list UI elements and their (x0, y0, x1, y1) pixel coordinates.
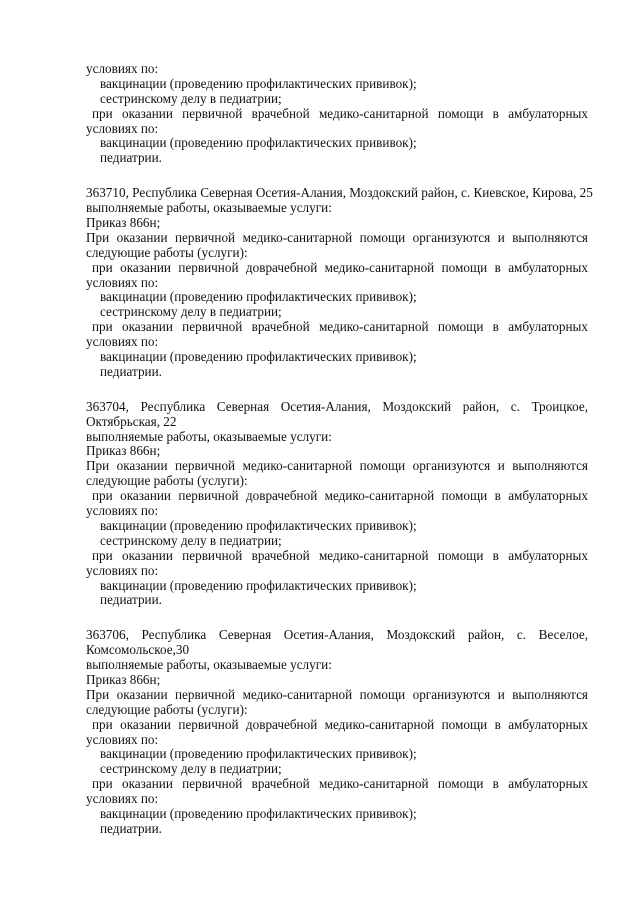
text-line: следующие работы (услуги): (86, 244, 248, 260)
text-line: При оказании первичной медико-санитарной помощи организуются и выполняются (86, 229, 588, 245)
address-section (86, 400, 588, 608)
text-line: сестринскому делу в педиатрии; (100, 90, 282, 106)
text-line: сестринскому делу в педиатрии; (100, 304, 282, 320)
text-line: педиатрии. (100, 363, 162, 379)
text-line: при оказании первичной доврачебной медико-санитарной помощи в амбулаторных (92, 259, 588, 275)
section-gap (86, 166, 588, 186)
text-line: Комсомольское,30 (86, 642, 190, 658)
text-line: сестринскому делу в педиатрии; (100, 532, 282, 548)
text-line: следующие работы (услуги): (86, 701, 248, 717)
section-gap (86, 380, 588, 400)
text-line: при оказании первичной доврачебной медико-санитарной помощи в амбулаторных (92, 488, 588, 504)
address-section (86, 628, 588, 836)
text-line: вакцинации (проведению профилактических прививок); (100, 135, 417, 151)
text-line: вакцинации (проведению профилактических прививок); (100, 289, 417, 305)
text-line: выполняемые работы, оказываемые услуги: (86, 657, 332, 673)
section-gap (86, 608, 588, 628)
text-line: педиатрии. (100, 592, 162, 608)
document-body (86, 61, 593, 837)
text-line: выполняемые работы, оказываемые услуги: (86, 428, 332, 444)
text-line: условиях по: (86, 562, 159, 578)
text-line: вакцинации (проведению профилактических прививок); (100, 577, 417, 593)
text-line: условиях по: (86, 120, 159, 136)
text-line: 363704, Республика Северная Осетия-Алания, Моздокский район, с. Троицкое, (86, 398, 588, 414)
text-line: Приказ 866н; (86, 671, 161, 687)
text-line: педиатрии. (100, 820, 162, 836)
text-line: условиях по: (86, 61, 159, 76)
text-line: 363706, Республика Северная Осетия-Алания, Моздокский район, с. Веселое, (86, 627, 588, 643)
address-section (86, 185, 593, 380)
text-line: вакцинации (проведению профилактических прививок); (100, 75, 417, 91)
text-line: вакцинации (проведению профилактических прививок); (100, 517, 417, 533)
text-line: 363710, Республика Северная Осетия-Алания, Моздокский район, с. Киевское, Кирова, 25 (86, 185, 593, 201)
text-line: сестринскому делу в педиатрии; (100, 761, 282, 777)
text-line: вакцинации (проведению профилактических прививок); (100, 805, 417, 821)
text-line: Октябрьская, 22 (86, 413, 177, 429)
text-line: при оказании первичной врачебной медико-санитарной помощи в амбулаторных (92, 105, 588, 121)
text-line: условиях по: (86, 334, 159, 350)
text-line: условиях по: (86, 503, 159, 519)
text-line: условиях по: (86, 731, 159, 747)
text-line: вакцинации (проведению профилактических прививок); (100, 746, 417, 762)
text-line: условиях по: (86, 274, 159, 290)
text-line: выполняемые работы, оказываемые услуги: (86, 200, 332, 216)
text-line: следующие работы (услуги): (86, 473, 248, 489)
text-line: Приказ 866н; (86, 443, 161, 459)
text-line: при оказании первичной врачебной медико-санитарной помощи в амбулаторных (92, 319, 588, 335)
text-line: при оказании первичной врачебной медико-санитарной помощи в амбулаторных (92, 547, 588, 563)
address-section (86, 62, 588, 166)
text-line: при оказании первичной врачебной медико-санитарной помощи в амбулаторных (92, 776, 588, 792)
text-line: условиях по: (86, 791, 159, 807)
text-line: При оказании первичной медико-санитарной помощи организуются и выполняются (86, 686, 588, 702)
text-line: Приказ 866н; (86, 215, 161, 231)
text-line: вакцинации (проведению профилактических прививок); (100, 349, 417, 365)
text-line: при оказании первичной доврачебной медико-санитарной помощи в амбулаторных (92, 716, 588, 732)
text-line: При оказании первичной медико-санитарной помощи организуются и выполняются (86, 458, 588, 474)
text-line: педиатрии. (100, 150, 162, 166)
